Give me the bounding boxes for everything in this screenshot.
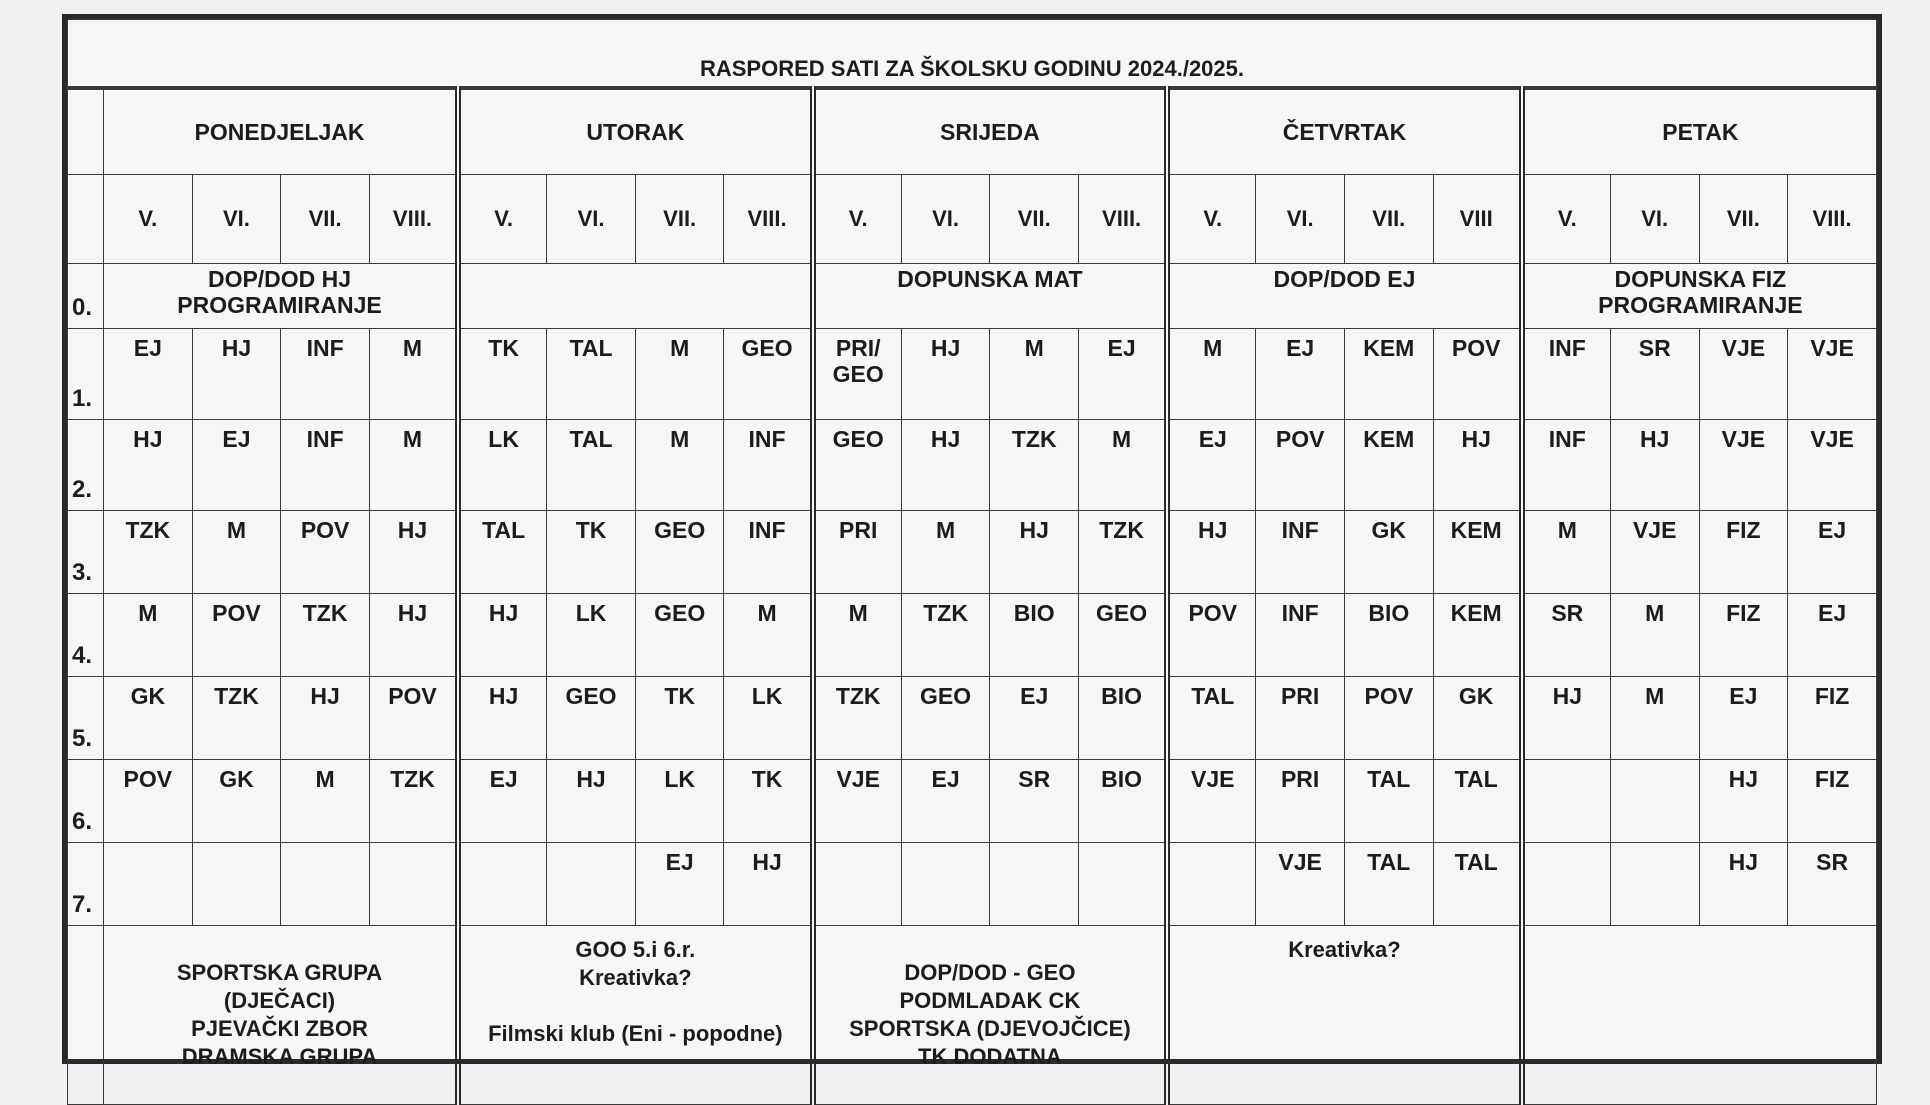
grade-header: V. (104, 175, 193, 264)
period-number: 1. (68, 329, 104, 420)
grade-header: VI. (901, 175, 990, 264)
subject-cell: TAL (1344, 843, 1433, 926)
grade-header: VIII (1433, 175, 1522, 264)
subject-cell (1610, 760, 1699, 843)
subject-cell (901, 843, 990, 926)
subject-cell: M (281, 760, 370, 843)
period-number: 5. (68, 677, 104, 760)
period-number: 6. (68, 760, 104, 843)
subject-cell: EJ (1788, 594, 1877, 677)
subject-cell: VJE (1788, 420, 1877, 511)
subject-cell: BIO (1079, 760, 1168, 843)
subject-cell: M (990, 329, 1079, 420)
subject-cell (1079, 843, 1168, 926)
grade-header: VIII. (369, 175, 458, 264)
subject-cell: HJ (724, 843, 813, 926)
extracurricular-cell: GOO 5.i 6.r. Kreativka? Filmski klub (Eni - popodne) (458, 926, 813, 1105)
subject-cell: TAL (1344, 760, 1433, 843)
grade-header: VI. (547, 175, 636, 264)
subject-cell: INF (281, 329, 370, 420)
subject-cell: FIZ (1699, 511, 1788, 594)
subject-cell: PRI/ GEO (813, 329, 902, 420)
subject-cell: M (1610, 594, 1699, 677)
subject-cell: EJ (1699, 677, 1788, 760)
subject-cell: KEM (1344, 420, 1433, 511)
subject-cell: POV (104, 760, 193, 843)
subject-cell: TK (635, 677, 724, 760)
subject-cell: SR (990, 760, 1079, 843)
subject-cell: M (635, 329, 724, 420)
grade-header: V. (1167, 175, 1256, 264)
subject-cell: GK (192, 760, 281, 843)
subject-cell: TAL (547, 420, 636, 511)
subject-cell: HJ (1699, 843, 1788, 926)
grade-header: VIII. (1788, 175, 1877, 264)
subject-cell: HJ (990, 511, 1079, 594)
extra-class-cell: DOP/DOD HJ PROGRAMIRANJE (104, 264, 459, 329)
subject-cell: HJ (369, 594, 458, 677)
subject-cell: TZK (813, 677, 902, 760)
subject-cell: VJE (1167, 760, 1256, 843)
subject-cell: INF (1256, 594, 1345, 677)
subject-cell: INF (724, 420, 813, 511)
timetable-title: RASPORED SATI ZA ŠKOLSKU GODINU 2024./2025. (68, 20, 1877, 89)
subject-cell: HJ (281, 677, 370, 760)
subject-cell: TZK (990, 420, 1079, 511)
subject-cell: TZK (369, 760, 458, 843)
subject-cell: TK (547, 511, 636, 594)
subject-cell (104, 843, 193, 926)
grade-header: VIII. (724, 175, 813, 264)
subject-cell: M (724, 594, 813, 677)
subject-cell (458, 843, 547, 926)
subject-cell: TAL (458, 511, 547, 594)
subject-cell (192, 843, 281, 926)
subject-cell: M (1167, 329, 1256, 420)
subject-cell: LK (458, 420, 547, 511)
subject-cell: VJE (1788, 329, 1877, 420)
subject-cell: HJ (901, 420, 990, 511)
subject-cell: HJ (1699, 760, 1788, 843)
extracurricular-cell: SPORTSKA GRUPA (DJEČACI) PJEVAČKI ZBOR DRAMSKA GRUPA (104, 926, 459, 1105)
subject-cell: POV (1256, 420, 1345, 511)
subject-cell (1610, 843, 1699, 926)
subject-cell: BIO (990, 594, 1079, 677)
subject-cell: GEO (813, 420, 902, 511)
subject-cell: HJ (369, 511, 458, 594)
subject-cell (990, 843, 1079, 926)
subject-cell: M (104, 594, 193, 677)
corner-cell (68, 926, 104, 1105)
subject-cell: BIO (1079, 677, 1168, 760)
corner-cell (68, 175, 104, 264)
subject-cell: SR (1788, 843, 1877, 926)
subject-cell: TK (458, 329, 547, 420)
grade-header: VI. (192, 175, 281, 264)
subject-cell: FIZ (1788, 760, 1877, 843)
subject-cell: LK (547, 594, 636, 677)
subject-cell: M (369, 420, 458, 511)
subject-cell: M (369, 329, 458, 420)
subject-cell: HJ (1167, 511, 1256, 594)
subject-cell: LK (724, 677, 813, 760)
subject-cell: GEO (635, 594, 724, 677)
subject-cell: SR (1610, 329, 1699, 420)
subject-cell: GK (1344, 511, 1433, 594)
subject-cell: HJ (901, 329, 990, 420)
subject-cell: TAL (1433, 760, 1522, 843)
subject-cell: VJE (1610, 511, 1699, 594)
subject-cell: POV (1433, 329, 1522, 420)
period-number: 3. (68, 511, 104, 594)
subject-cell: M (635, 420, 724, 511)
subject-cell: HJ (458, 677, 547, 760)
extra-class-cell: DOPUNSKA FIZ PROGRAMIRANJE (1522, 264, 1877, 329)
subject-cell: SR (1522, 594, 1611, 677)
grade-header: V. (813, 175, 902, 264)
grade-header: V. (1522, 175, 1611, 264)
period-number: 0. (68, 264, 104, 329)
timetable (67, 19, 1877, 1105)
subject-cell: TZK (901, 594, 990, 677)
subject-cell: PRI (1256, 677, 1345, 760)
subject-cell: FIZ (1788, 677, 1877, 760)
grade-header: VII. (990, 175, 1079, 264)
subject-cell: POV (1344, 677, 1433, 760)
subject-cell: POV (1167, 594, 1256, 677)
subject-cell: TAL (1167, 677, 1256, 760)
subject-cell: PRI (813, 511, 902, 594)
subject-cell: KEM (1344, 329, 1433, 420)
grade-header: VI. (1256, 175, 1345, 264)
subject-cell: VJE (813, 760, 902, 843)
subject-cell: VJE (1699, 329, 1788, 420)
subject-cell: GEO (547, 677, 636, 760)
period-number: 7. (68, 843, 104, 926)
subject-cell: M (1610, 677, 1699, 760)
subject-cell: INF (724, 511, 813, 594)
extracurricular-cell: DOP/DOD - GEO PODMLADAK CK SPORTSKA (DJEVOJČICE) TK DODATNA (813, 926, 1168, 1105)
subject-cell (813, 843, 902, 926)
subject-cell: LK (635, 760, 724, 843)
subject-cell: GEO (724, 329, 813, 420)
extra-class-cell: DOPUNSKA MAT (813, 264, 1168, 329)
grade-header: VII. (635, 175, 724, 264)
subject-cell: GEO (901, 677, 990, 760)
timetable-sheet (62, 14, 1882, 1069)
subject-cell: KEM (1433, 511, 1522, 594)
day-header: SRIJEDA (813, 88, 1168, 175)
subject-cell: EJ (192, 420, 281, 511)
subject-cell: INF (1256, 511, 1345, 594)
subject-cell: HJ (458, 594, 547, 677)
subject-cell: VJE (1699, 420, 1788, 511)
subject-cell: POV (369, 677, 458, 760)
subject-cell: EJ (104, 329, 193, 420)
grade-header: VIII. (1079, 175, 1168, 264)
subject-cell: M (192, 511, 281, 594)
period-number: 4. (68, 594, 104, 677)
subject-cell: EJ (1167, 420, 1256, 511)
subject-cell: POV (281, 511, 370, 594)
subject-cell: M (1079, 420, 1168, 511)
day-header: ČETVRTAK (1167, 88, 1522, 175)
extracurricular-cell: Kreativka? (1167, 926, 1522, 1105)
grade-header: VII. (1344, 175, 1433, 264)
subject-cell: TZK (104, 511, 193, 594)
subject-cell (1522, 843, 1611, 926)
subject-cell: M (901, 511, 990, 594)
subject-cell: POV (192, 594, 281, 677)
subject-cell: HJ (192, 329, 281, 420)
subject-cell: TZK (281, 594, 370, 677)
subject-cell: PRI (1256, 760, 1345, 843)
subject-cell: HJ (547, 760, 636, 843)
grade-header: VI. (1610, 175, 1699, 264)
subject-cell: EJ (901, 760, 990, 843)
grade-header: VII. (281, 175, 370, 264)
period-number: 2. (68, 420, 104, 511)
subject-cell: M (1522, 511, 1611, 594)
subject-cell: EJ (1788, 511, 1877, 594)
extracurricular-cell (1522, 926, 1877, 1105)
subject-cell: KEM (1433, 594, 1522, 677)
subject-cell: GEO (635, 511, 724, 594)
subject-cell: EJ (458, 760, 547, 843)
subject-cell: EJ (635, 843, 724, 926)
subject-cell: EJ (1256, 329, 1345, 420)
subject-cell: VJE (1256, 843, 1345, 926)
subject-cell: TK (724, 760, 813, 843)
subject-cell: TZK (192, 677, 281, 760)
subject-cell: INF (1522, 329, 1611, 420)
subject-cell: GEO (1079, 594, 1168, 677)
subject-cell: HJ (1610, 420, 1699, 511)
subject-cell (547, 843, 636, 926)
subject-cell: FIZ (1699, 594, 1788, 677)
subject-cell (1522, 760, 1611, 843)
grade-header: V. (458, 175, 547, 264)
subject-cell: HJ (104, 420, 193, 511)
subject-cell: GK (1433, 677, 1522, 760)
grade-header: VII. (1699, 175, 1788, 264)
subject-cell: EJ (1079, 329, 1168, 420)
corner-cell (68, 88, 104, 175)
subject-cell (281, 843, 370, 926)
subject-cell (1167, 843, 1256, 926)
subject-cell: INF (1522, 420, 1611, 511)
subject-cell: TAL (1433, 843, 1522, 926)
subject-cell: M (813, 594, 902, 677)
day-header: PONEDJELJAK (104, 88, 459, 175)
subject-cell: HJ (1522, 677, 1611, 760)
subject-cell (369, 843, 458, 926)
subject-cell: TAL (547, 329, 636, 420)
subject-cell: TZK (1079, 511, 1168, 594)
subject-cell: GK (104, 677, 193, 760)
subject-cell: HJ (1433, 420, 1522, 511)
day-header: PETAK (1522, 88, 1877, 175)
subject-cell: EJ (990, 677, 1079, 760)
day-header: UTORAK (458, 88, 813, 175)
subject-cell: BIO (1344, 594, 1433, 677)
extra-class-cell (458, 264, 813, 329)
subject-cell: INF (281, 420, 370, 511)
extra-class-cell: DOP/DOD EJ (1167, 264, 1522, 329)
